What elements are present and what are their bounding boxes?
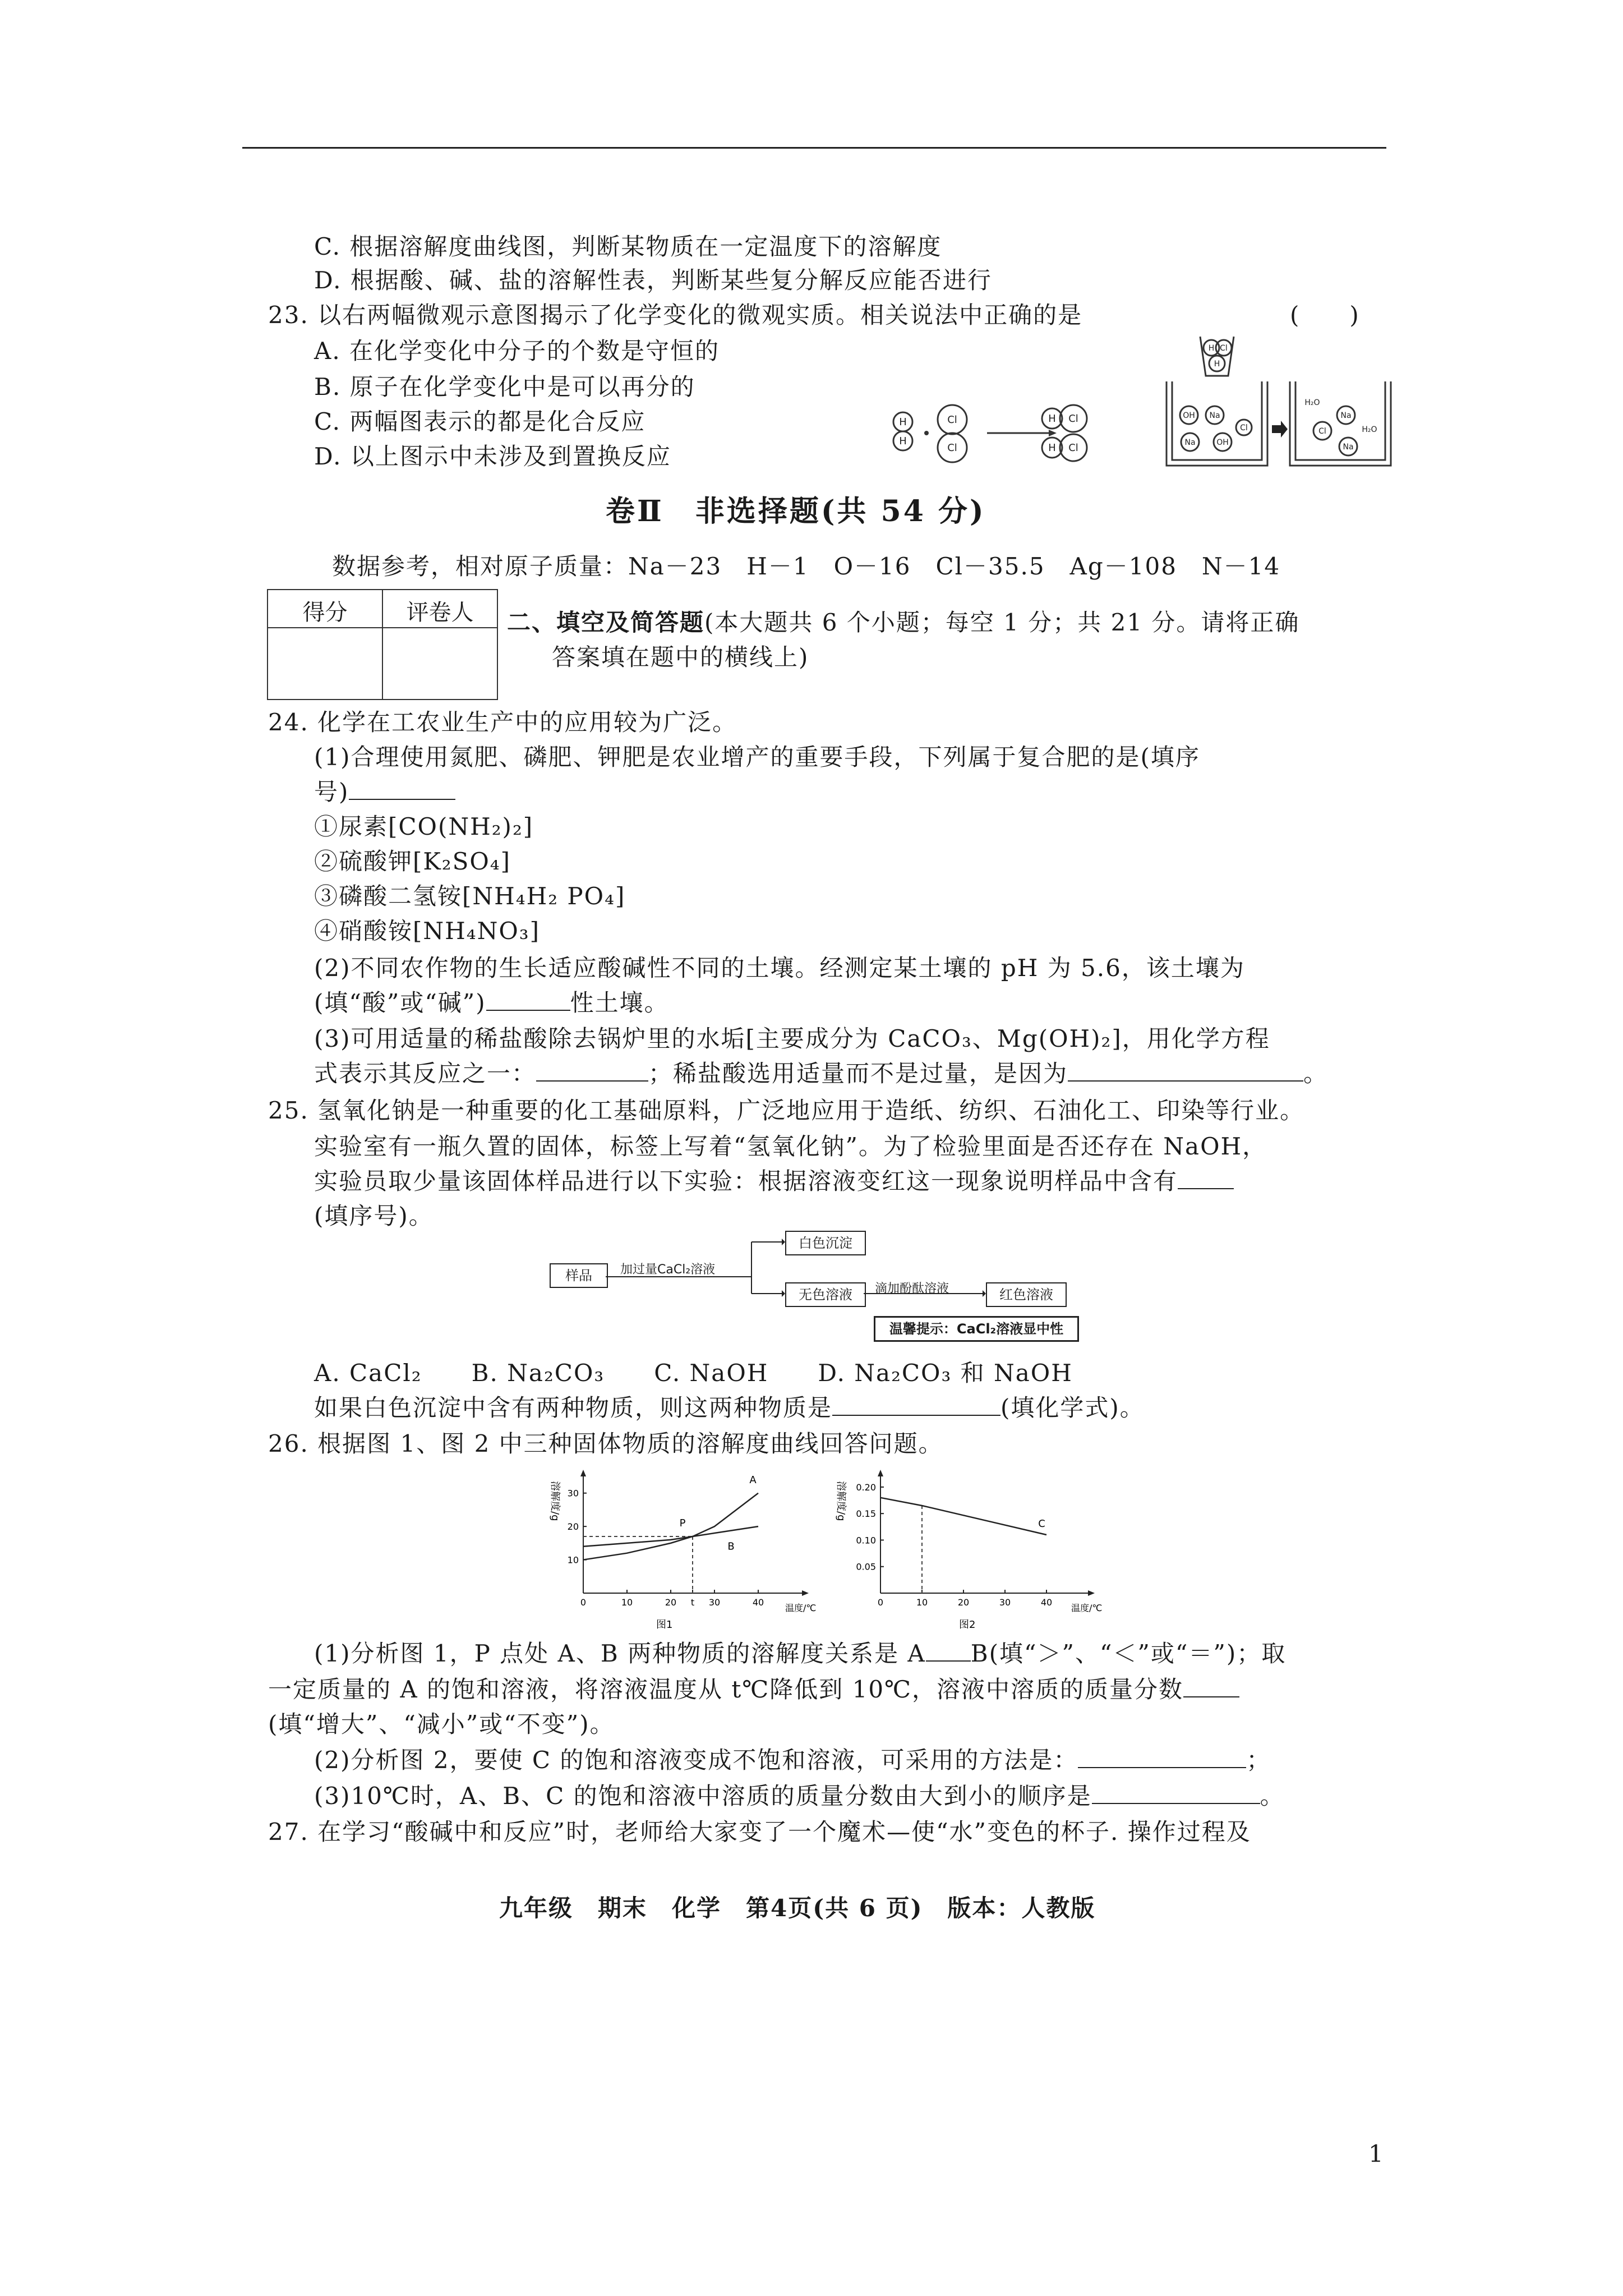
q25-stem-4: (填序号)。 [314,1202,434,1230]
fig2-ytick-label: 0.20 [856,1481,876,1493]
section-2-heading [507,608,1299,637]
flow-sample-box: 样品 [550,1263,608,1288]
atom-h-label: H [899,416,907,428]
fig1-xlabel: 温度/℃ [785,1603,817,1613]
water-label: H₂O [1362,425,1377,434]
fig1-ylabel: 溶解度/g [549,1481,561,1521]
solubility-chart-fig1 [538,1464,830,1632]
fig2-label-c: C [1038,1517,1045,1530]
q22-option-c: C. 根据溶解度曲线图，判断某物质在一定温度下的溶解度 [314,233,942,260]
q26-part1-tail: B(填“＞”、“＜”或“＝”)；取 [970,1640,1287,1667]
ion-cl-label: Cl [1220,344,1228,353]
q25-flowchart [550,1228,1088,1346]
fig1-label-a: A [749,1474,757,1486]
flow-colorless-solution-box: 无色溶液 [785,1282,866,1307]
fig1-label-b: B [727,1540,735,1553]
fig1-ytick-label: 30 [567,1488,579,1499]
fig1-xtick-label: 0 [580,1597,587,1608]
section-2-title: 二、填空及简答题 [507,609,705,636]
fig2-ytick-label: 0.15 [856,1508,876,1520]
ion-oh-label: OH [1216,438,1229,447]
q24-answer-blank-1[interactable] [349,777,455,800]
q26-part1-hint: (填“增大”、“减小”或“不变”)。 [268,1710,615,1738]
fig1-ytick-label: 20 [567,1521,579,1533]
ion-na-label: Na [1184,438,1196,447]
fig2-caption: 图2 [959,1619,976,1631]
ion-na-label: Na [1340,411,1352,420]
q23-stem: 23. 以右两幅微观示意图揭示了化学变化的微观实质。相关说法中正确的是 [268,301,1083,329]
q24-part2: (2)不同农作物的生长适应酸碱性不同的土壤。经测定某土壤的 pH 为 5.6，该土壤为 [314,954,1245,982]
score-table [267,589,498,700]
fig1-xtick-label: t [690,1597,695,1608]
q22-option-d: D. 根据酸、碱、盐的溶解性表，判断某些复分解反应能否进行 [314,266,992,294]
q23-molecule-diagram-1 [880,387,1116,477]
q24-answer-blank-4[interactable] [1068,1059,1303,1082]
q25-stem: 25. 氢氧化钠是一种重要的化工基础原料，广泛地应用于造纸、纺织、石油化工、印染等行业。 [268,1097,1305,1124]
q23-answer-paren: ( ) [1290,301,1360,329]
q26-part1-text: (1)分析图 1，P 点处 A、B 两种物质的溶解度关系是 A [314,1640,926,1667]
fig2-xlabel: 温度/℃ [1071,1603,1103,1613]
fig2-ylabel: 溶解度/g [835,1481,847,1521]
section-2-instructions: (本大题共 6 个小题；每空 1 分；共 21 分。请将正确 [704,609,1300,636]
fig1-ytick-label: 10 [567,1554,579,1566]
atom-cl-label: Cl [947,414,957,426]
fig2-xtick-label: 20 [957,1597,970,1608]
atom-h-label: H [899,435,907,447]
q26-part2-end: ； [1246,1746,1271,1774]
fig1-xtick-label: 10 [621,1597,633,1608]
q25-answer-blank-1[interactable] [1178,1167,1234,1189]
ion-h-label: H [1208,344,1215,353]
section-title: 卷Ⅱ 非选择题(共 54 分) [606,494,986,528]
q25-precipitate-question [314,1393,1145,1423]
q25-precipitate-tail: (填化学式)。 [1000,1394,1145,1421]
page-number: 1 [1368,2140,1385,2168]
ion-cl-label: Cl [1240,424,1248,432]
atom-cl-label: Cl [1068,442,1078,454]
q23-option-b: B. 原子在化学变化中是可以再分的 [314,373,695,401]
q24-part1: (1)合理使用氮肥、磷肥、钾肥是农业增产的重要手段，下列属于复合肥的是(填序 [314,743,1200,771]
q24-part2-tail: 性土壤。 [570,989,669,1016]
q23-option-d: D. 以上图示中未涉及到置换反应 [314,443,671,470]
q25-precipitate-text: 如果白色沉淀中含有两种物质，则这两种物质是 [314,1394,833,1421]
q26-answer-blank-4[interactable] [1092,1782,1260,1804]
q25-options: A. CaCl₂ B. Na₂CO₃ C. NaOH D. Na₂CO₃ 和 NaOH [314,1359,1073,1387]
q23-option-c: C. 两幅图表示的都是化合反应 [314,408,646,435]
fig1-xtick-label: 30 [708,1597,721,1608]
q26-part2-text: (2)分析图 2，要使 C 的饱和溶液变成不饱和溶液，可采用的方法是： [314,1746,1078,1774]
q24-part3-cont [314,1059,1328,1088]
header-rule [242,147,1386,149]
q24-part3-prefix: 式表示其反应之一： [314,1060,537,1087]
score-header: 得分 [302,600,348,625]
q24-part3-end: 。 [1303,1060,1329,1087]
atom-h-label: H [1048,442,1056,454]
q26-answer-blank-2[interactable] [1183,1675,1239,1697]
q24-part3: (3)可用适量的稀盐酸除去锅炉里的水垢[主要成分为 CaCO₃、Mg(OH)₂]，用化学方程 [314,1025,1270,1052]
q26-part2 [314,1746,1271,1775]
ion-cl-label: Cl [1318,427,1326,436]
fig2-xtick-label: 0 [877,1597,884,1608]
atom-cl-label: Cl [1068,413,1078,425]
fig2-ytick-label: 0.10 [856,1535,876,1546]
q24-option-3: ③磷酸二氢铵[NH₄H₂ PO₄] [314,882,626,910]
atom-cl-label: Cl [947,442,957,454]
section-2-instructions-cont: 答案填在题中的横线上) [552,643,809,671]
fig1-xtick-label: 40 [752,1597,764,1608]
ion-h-label: H [1214,360,1220,369]
q24-part1-tail: 号) [314,778,349,806]
q25-stem-3-text: 实验员取少量该固体样品进行以下实验：根据溶液变红这一现象说明样品中含有 [314,1167,1178,1195]
fig2-xtick-label: 30 [999,1597,1011,1608]
q26-part3 [314,1782,1285,1811]
fig1-xtick-label: 20 [665,1597,677,1608]
q25-answer-blank-2[interactable] [832,1393,1000,1416]
q24-answer-blank-3[interactable] [536,1059,648,1082]
flow-tip-box: 温馨提示：CaCl₂溶液显中性 [874,1316,1079,1342]
q23-option-a: A. 在化学变化中分子的个数是守恒的 [314,337,720,365]
q24-option-2: ②硫酸钾[K₂SO₄] [314,848,511,875]
fig2-xtick-label: 10 [916,1597,928,1608]
flow-arrows [550,1228,1088,1318]
atomic-mass-reference: 数据参考，相对原子质量：Na－23 H－1 O－16 Cl－35.5 Ag－108 N－14 [332,553,1281,580]
ion-oh-label: OH [1183,411,1195,420]
grader-header: 评卷人 [406,600,474,625]
q26-part3-end: 。 [1260,1782,1285,1810]
fig2-ytick-label: 0.05 [856,1561,876,1572]
water-label: H₂O [1304,398,1320,407]
q24-part3-mid: ；稀盐酸选用适量而不是过量，是因为 [648,1060,1068,1087]
q26-answer-blank-3[interactable] [1078,1746,1246,1768]
q23-beaker-diagram-2 [1161,331,1396,477]
q24-part2-cont [314,988,669,1018]
q24-answer-blank-2[interactable] [486,988,570,1011]
flow-reagent-2-label: 滴加酚酞溶液 [875,1282,949,1296]
flow-red-solution-box: 红色溶液 [986,1282,1067,1307]
q24-part1-cont [314,777,455,807]
ion-na-label: Na [1209,411,1220,420]
page-footer: 九年级 期末 化学 第4页(共 6 页) 版本：人教版 [499,1894,1096,1922]
q24-stem: 24. 化学在工农业生产中的应用较为广泛。 [268,708,737,736]
q26-stem: 26. 根据图 1、图 2 中三种固体物质的溶解度曲线回答问题。 [268,1430,943,1457]
q24-option-4: ④硝酸铵[NH₄NO₃] [314,917,541,945]
q25-stem-3 [314,1167,1234,1196]
solubility-chart-fig2 [824,1464,1116,1632]
q26-answer-blank-1[interactable] [926,1639,971,1662]
flow-reagent-1-label: 加过量CaCl₂溶液 [620,1263,716,1277]
fig1-label-p: P [679,1517,686,1530]
q24-part2-hint: (填“酸”或“碱”) [314,989,486,1016]
fig2-series-C [880,1498,1046,1535]
q26-part1-cont [268,1675,1239,1704]
q25-stem-2: 实验室有一瓶久置的固体，标签上写着“氢氧化钠”。为了检验里面是否还存在 NaOH， [314,1133,1267,1160]
atom-h-label: H [1048,413,1056,425]
ion-na-label: Na [1343,443,1354,452]
q26-part1b-text: 一定质量的 A 的饱和溶液，将溶液温度从 t℃降低到 10℃，溶液中溶质的质量分数 [268,1676,1184,1703]
q26-part3-text: (3)10℃时，A、B、C 的饱和溶液中溶质的质量分数由大到小的顺序是 [314,1782,1092,1810]
fig2-xtick-label: 40 [1040,1597,1053,1608]
flow-white-precipitate-box: 白色沉淀 [785,1231,866,1255]
q27-stem: 27. 在学习“酸碱中和反应”时，老师给大家变了一个魔术—使“水”变色的杯子. 操作过程及 [268,1818,1251,1846]
q26-part1 [314,1639,1286,1668]
fig1-caption: 图1 [656,1619,673,1631]
q24-option-1: ①尿素[CO(NH₂)₂] [314,813,534,840]
